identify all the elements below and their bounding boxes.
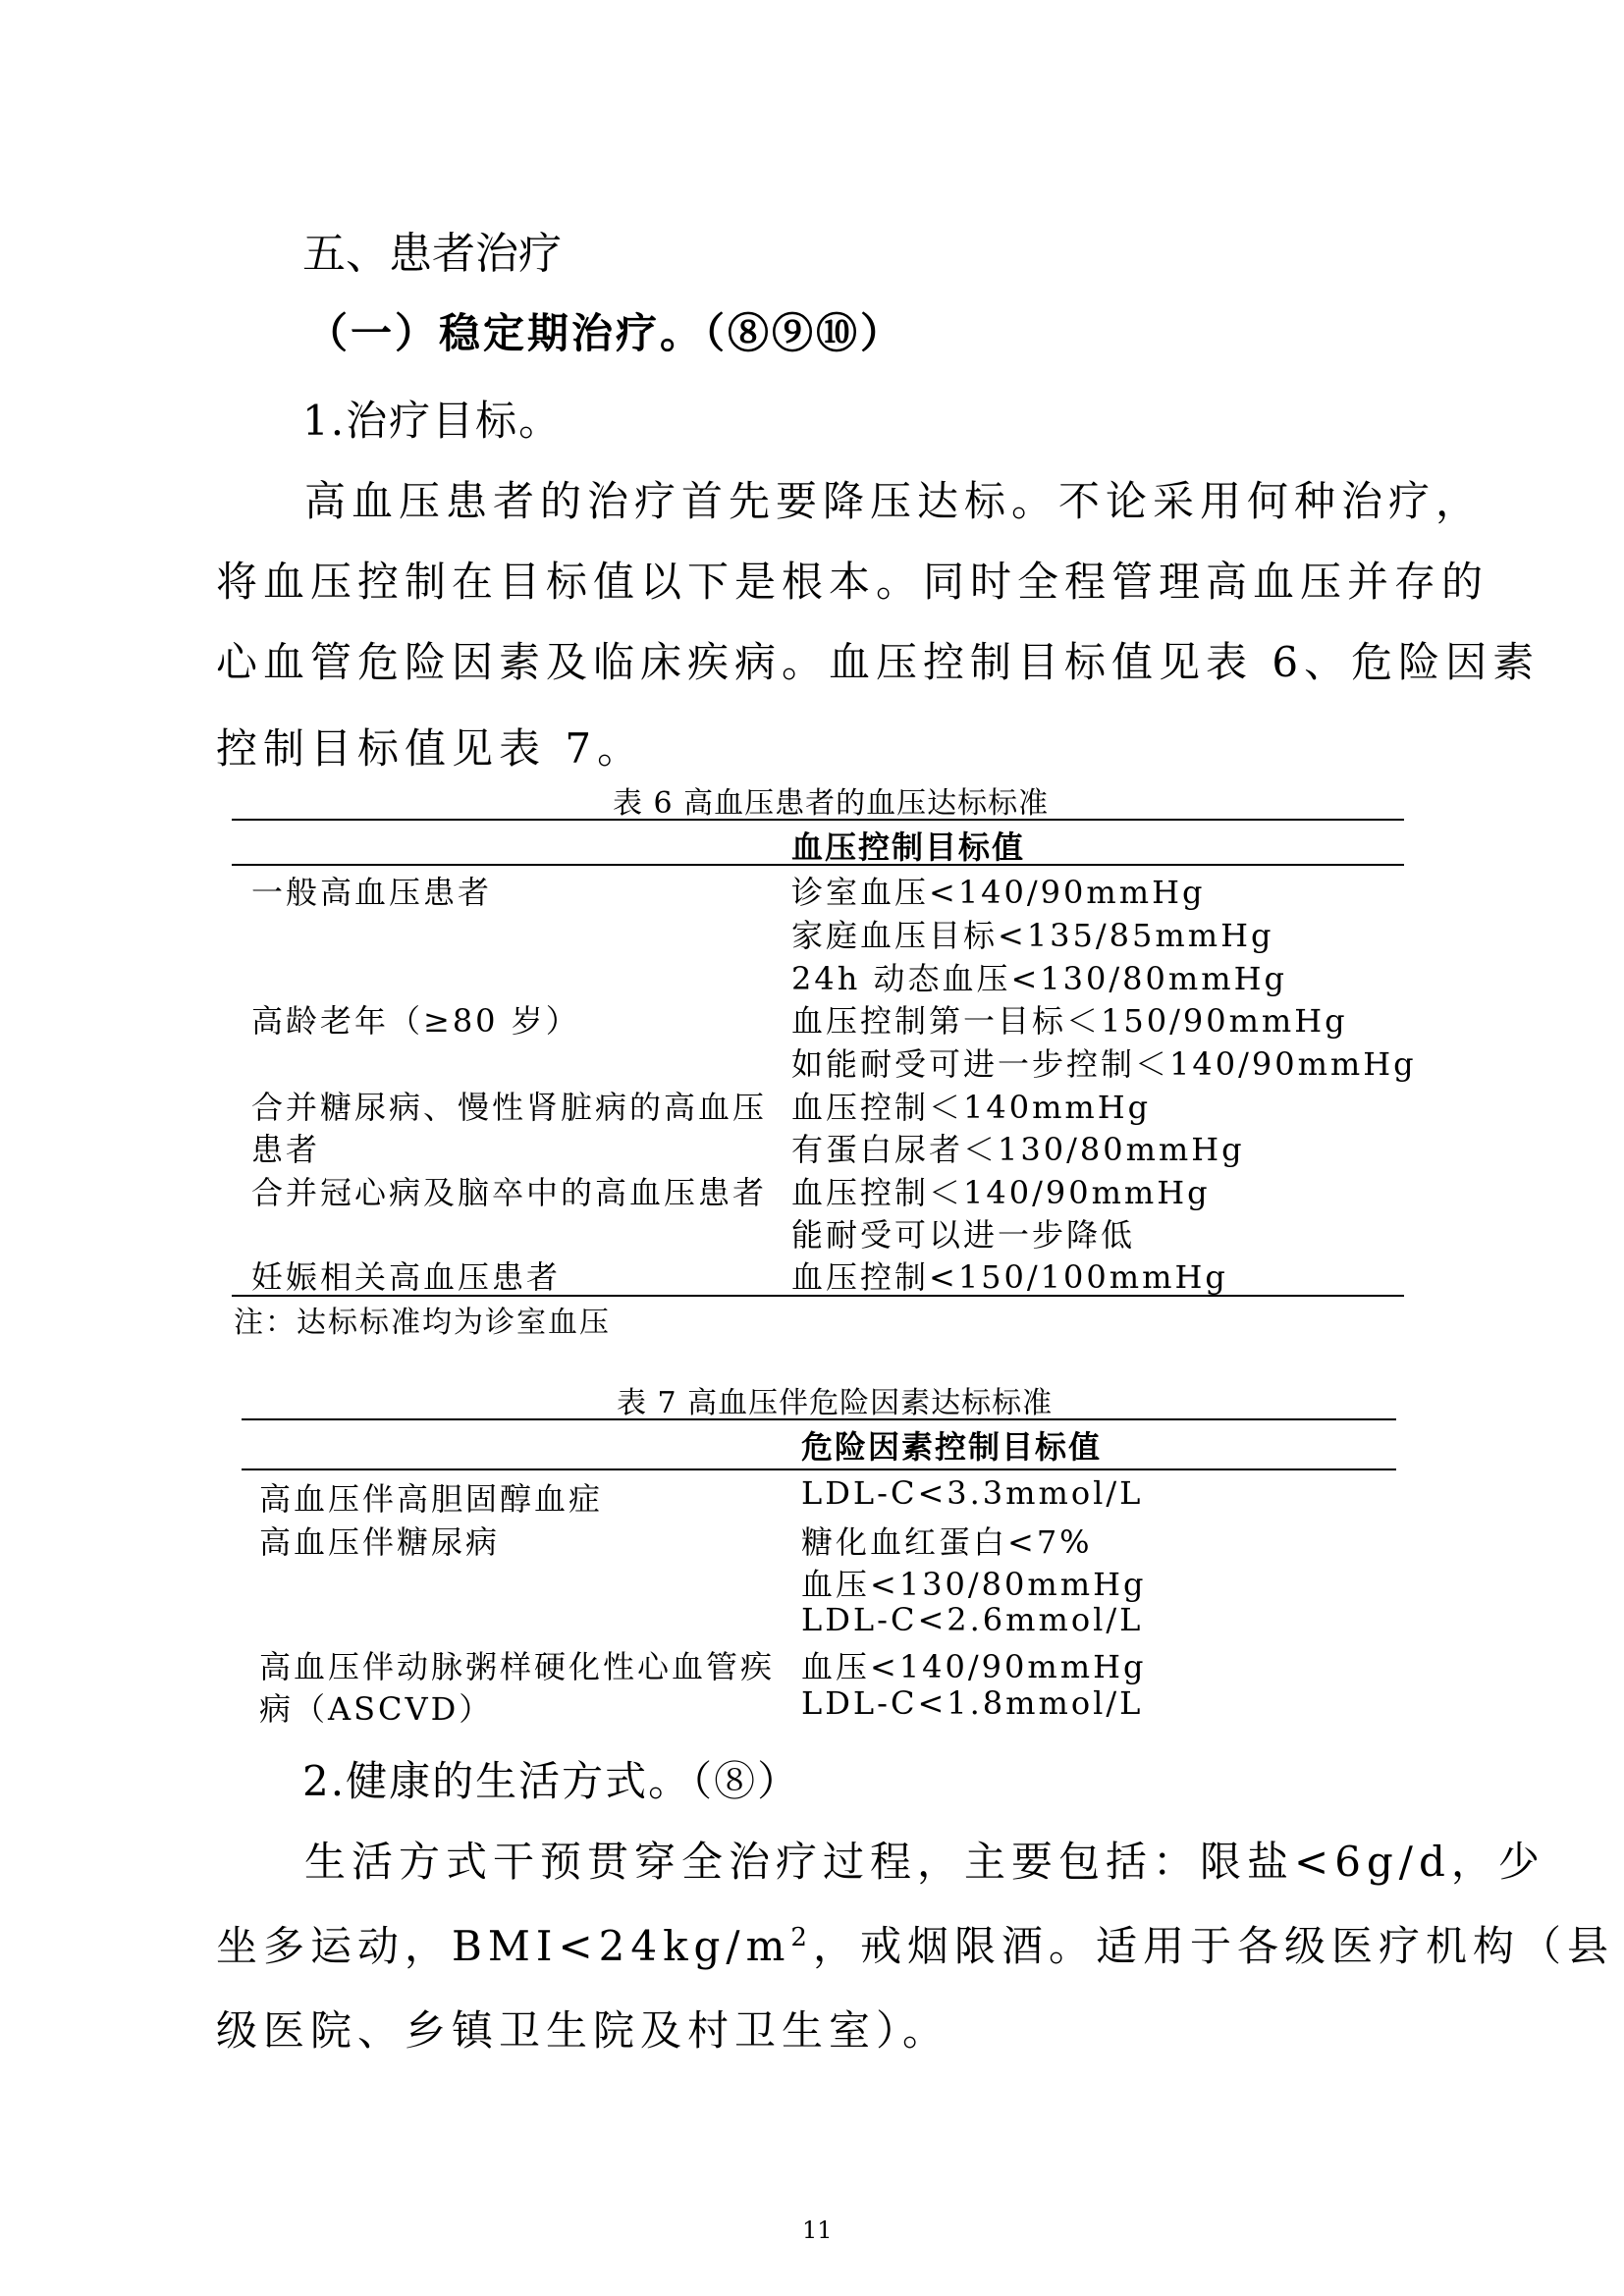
table6-header-rule [232,864,1404,866]
table7-row-label: 病（ASCVD） [259,1690,494,1728]
lifestyle-title: 2.健康的生活方式。（⑧） [302,1757,801,1805]
table7-row-label: 高血压伴糖尿病 [259,1523,501,1561]
table7-value: 糖化血红蛋白<7% [801,1523,1093,1561]
paragraph-line: 高血压患者的治疗首先要降压达标。不论采用何种治疗， [304,477,1484,525]
table6-bottom-rule [232,1295,1404,1297]
paragraph-text: 坐多运动，BMI<24kg/m [216,1922,791,1970]
table6-row-label: 一般高血压患者 [251,874,493,911]
section-heading: 五、患者治疗 [302,229,562,279]
paragraph-line: 将血压控制在目标值以下是根本。同时全程管理高血压并存的 [216,558,1489,606]
table7-header: 危险因素控制目标值 [801,1428,1103,1466]
table6-value: 血压控制第一目标＜150/90mmHg [791,1002,1348,1040]
table6-value: 血压控制＜140/90mmHg [791,1174,1211,1211]
goal-title: 1.治疗目标。 [302,397,563,445]
paragraph-line: 控制目标值见表 7。 [216,724,645,773]
subsection-heading: （一）稳定期治疗。（⑧⑨⑩） [306,309,905,357]
paragraph-line [216,1914,1614,1973]
table6-row-label: 患者 [251,1131,321,1168]
table6-value: 有蛋白尿者＜130/80mmHg [791,1131,1245,1168]
table6-value: 家庭血压目标<135/85mmHg [791,917,1274,954]
table7-caption: 表 7 高血压伴危险因素达标标准 [617,1386,1054,1420]
table7-value: LDL-C<3.3mmol/L [801,1474,1144,1512]
table6-value: 血压控制＜140mmHg [791,1089,1152,1126]
table7-value: 血压<130/80mmHg [801,1566,1147,1603]
paragraph-line: 生活方式干预贯穿全治疗过程，主要包括：限盐<6g/d，少 [304,1838,1545,1886]
table7-value: 血压<140/90mmHg [801,1648,1147,1685]
table6-row-label: 高龄老年（≥80 岁） [251,1002,580,1040]
table6-header: 血压控制目标值 [791,828,1026,866]
table6-row-label: 妊娠相关高血压患者 [251,1258,562,1296]
table6-note: 注：达标标准均为诊室血压 [234,1306,611,1340]
table7-top-rule [242,1418,1396,1420]
superscript: 2 [790,1923,813,1952]
table7-value: LDL-C<2.6mmol/L [801,1601,1144,1638]
paragraph-line: 级医院、乡镇卫生院及村卫生室）。 [216,2006,950,2055]
paragraph-text: ，戒烟限酒。适用于各级医疗机构（县 [812,1922,1614,1970]
table7-header-rule [242,1468,1396,1470]
table7-value: LDL-C<1.8mmol/L [801,1684,1144,1722]
table7-row-label: 高血压伴高胆固醇血症 [259,1480,604,1518]
table6-value: 能耐受可以进一步降低 [791,1216,1136,1254]
table6-value: 血压控制<150/100mmHg [791,1258,1228,1296]
table6-top-rule [232,819,1404,821]
table6-row-label: 合并冠心病及脑卒中的高血压患者 [251,1174,768,1211]
table6-value: 24h 动态血压<130/80mmHg [791,960,1287,997]
table6-value: 诊室血压<140/90mmHg [791,874,1206,911]
table6-row-label: 合并糖尿病、慢性肾脏病的高血压 [251,1089,768,1126]
table6-value: 如能耐受可进一步控制＜140/90mmHg [791,1045,1417,1083]
paragraph-line: 心血管危险因素及临床疾病。血压控制目标值见表 6、危险因素 [216,638,1541,686]
page-number: 11 [802,2216,833,2244]
table6-caption: 表 6 高血压患者的血压达标标准 [613,786,1050,821]
table7-row-label: 高血压伴动脉粥样硬化性心血管疾 [259,1648,776,1685]
